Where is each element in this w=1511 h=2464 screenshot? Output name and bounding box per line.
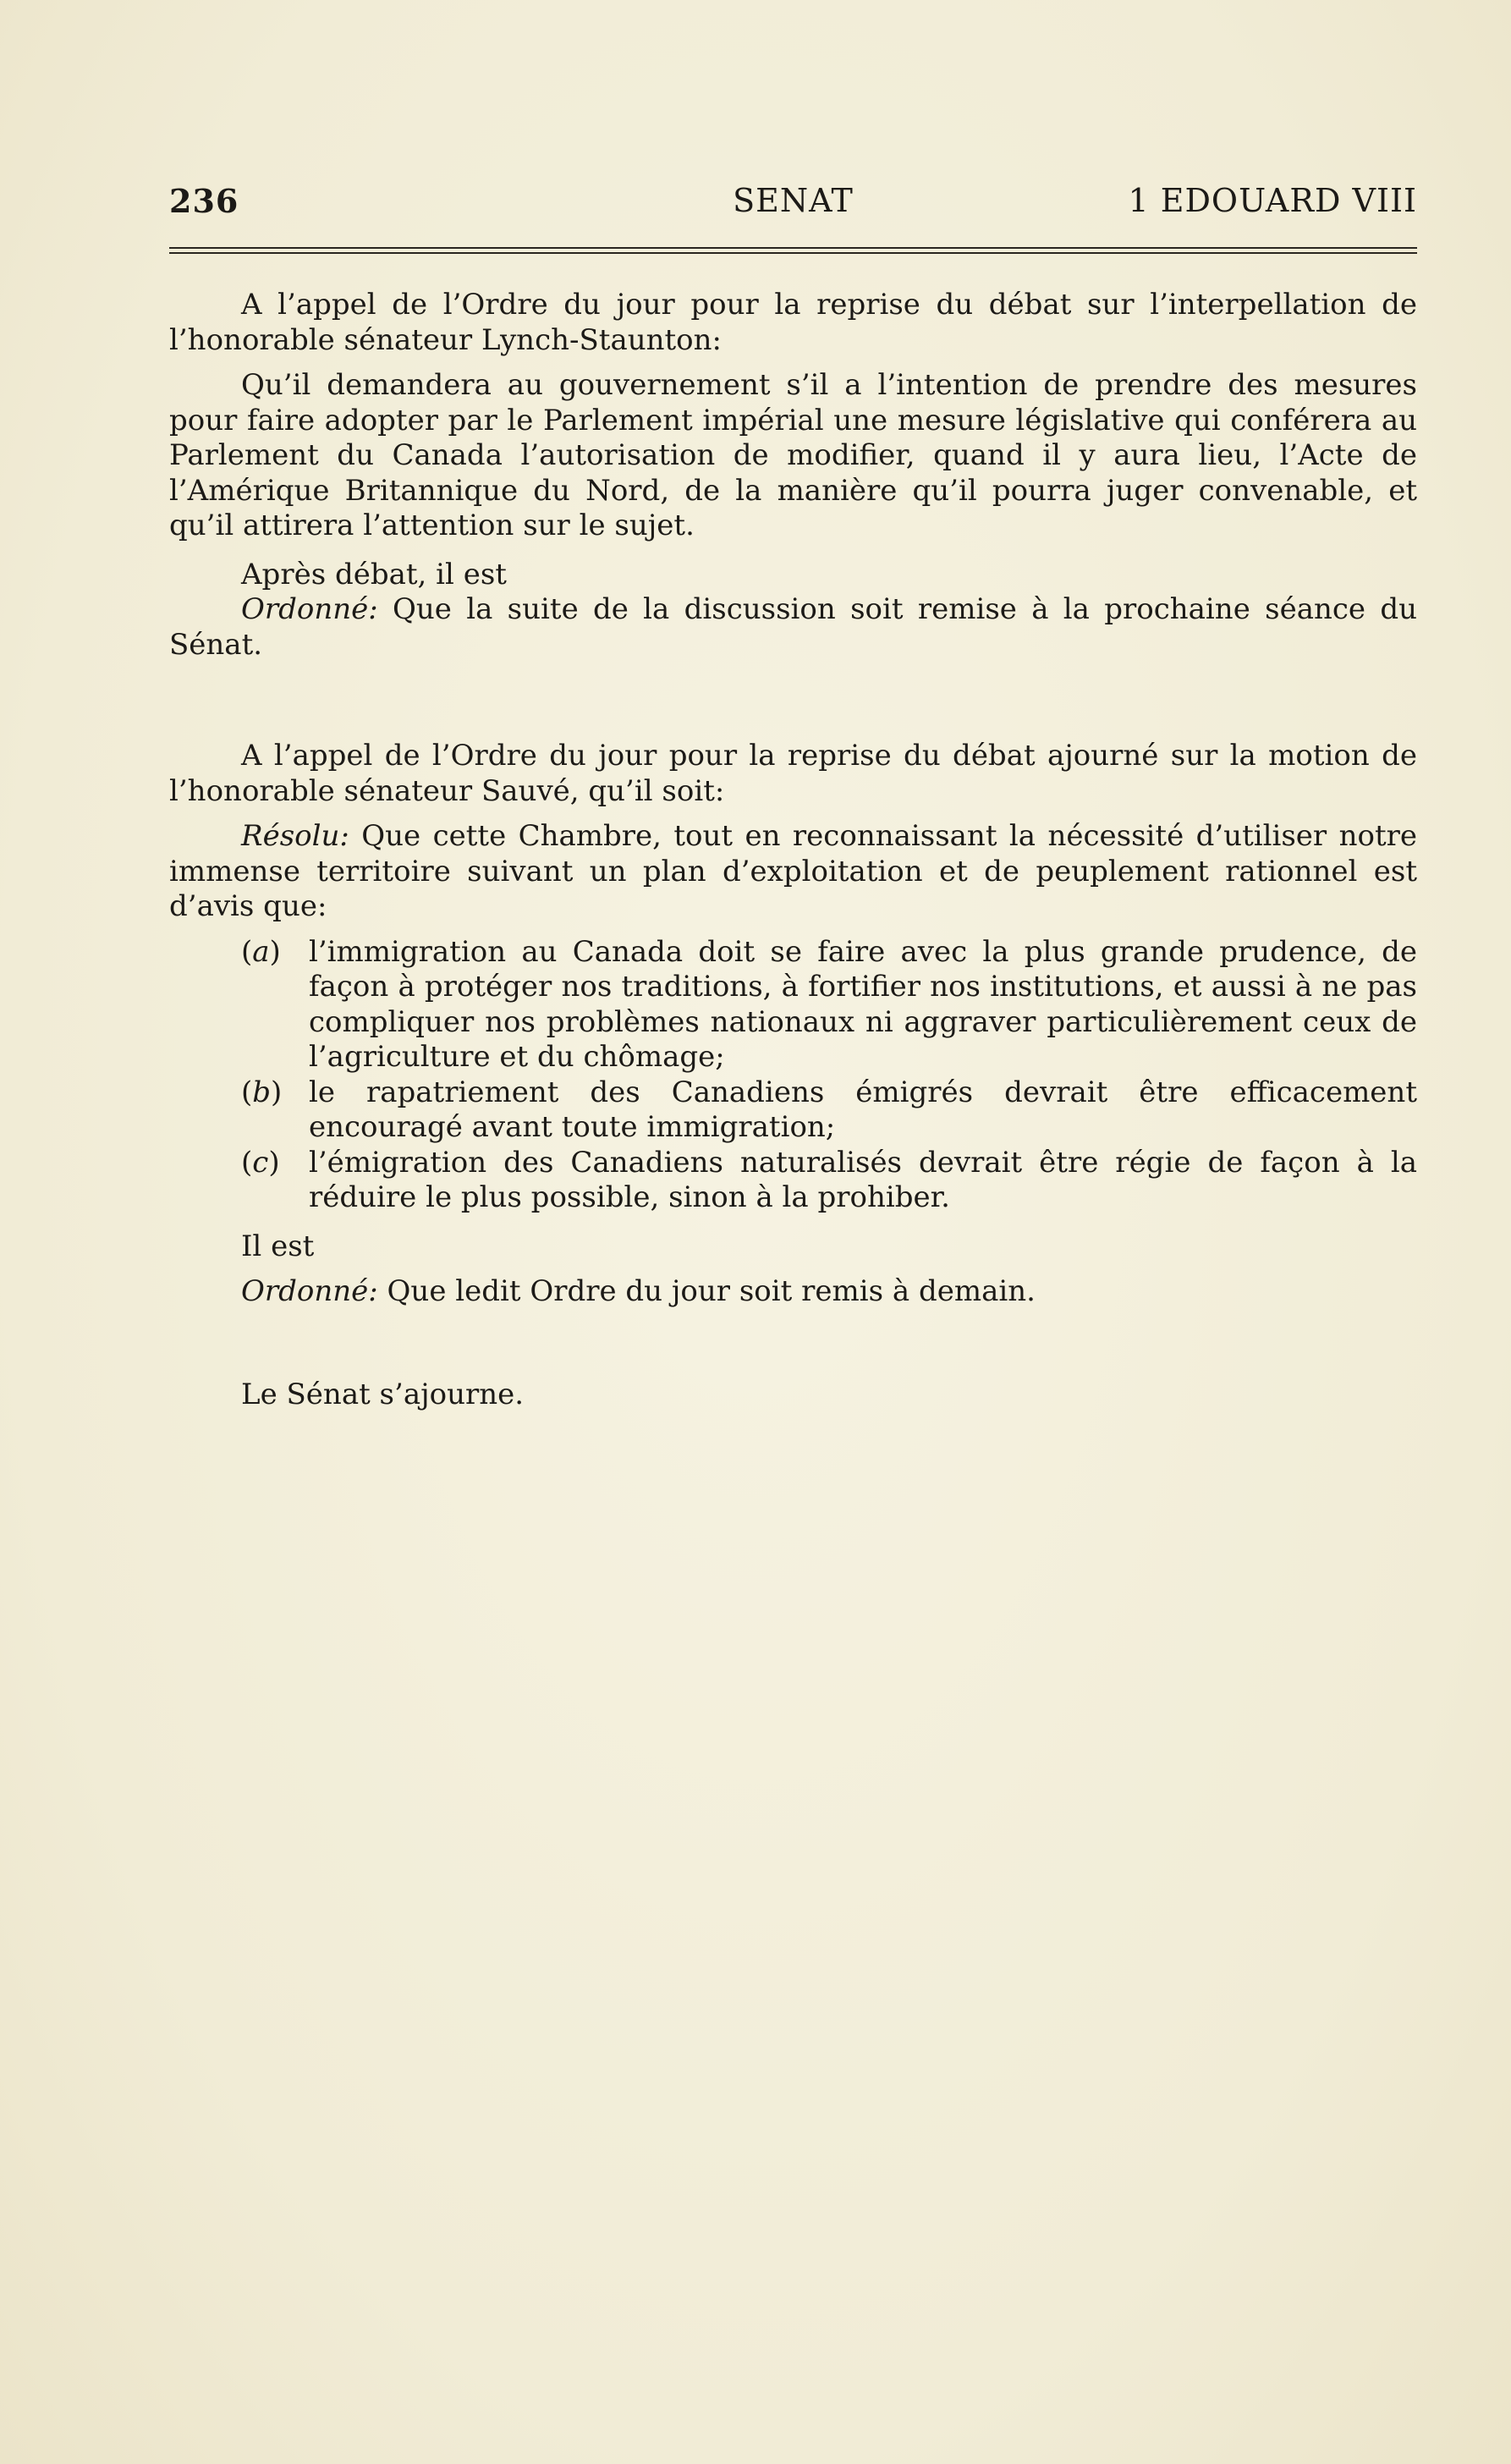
item-text: l’immigration au Canada doit se faire avec la plus grande prudence, de façon à protéger nos traditions, à fortifier nos institutions, et aussi à ne pas compliquer nos problèmes nationaux ni aggraver particulièrement ceux de l’agriculture et du chômage; (309, 934, 1417, 1074)
item-text: l’émigration des Canadiens naturalisés devrait être régie de façon à la réduire le plus possible, sinon à la prohiber. (309, 1145, 1417, 1214)
item-marker: (a) (241, 934, 281, 969)
page-number: 236 (169, 182, 239, 220)
closing-line: Le Sénat s’ajourne. (241, 1377, 525, 1411)
list-item (169, 1146, 1417, 1216)
section1-order (169, 592, 1417, 663)
item-marker: (c) (241, 1145, 280, 1180)
page-body (169, 288, 1417, 1412)
resolved-text: Que cette Chambre, tout en reconnaissant la nécessité d’utiliser notre immense territoire suivant un plan d’exploitation et de peuplement rationnel est d’avis que: (169, 819, 1417, 923)
ordered-text: Que ledit Ordre du jour soit remis à demain. (377, 1274, 1036, 1308)
section1-after-debate: Après débat, il est (241, 557, 507, 591)
header-rule-top (169, 247, 1417, 249)
list-item (169, 935, 1417, 1075)
section1-intro: A l’appel de l’Ordre du jour pour la reprise du débat sur l’interpellation de l’honorable sénateur Lynch-Staunton: (169, 288, 1417, 357)
header-reign: 1 EDOUARD VIII (1128, 182, 1417, 219)
ordered-text: Que la suite de la discussion soit remise à la prochaine séance du Sénat. (169, 592, 1417, 662)
header-rule-bottom (169, 252, 1417, 254)
ordered-label: Ordonné: (241, 1274, 378, 1308)
section1-motion: Qu’il demandera au gouvernement s’il a l’intention de prendre des mesures pour faire adopter par le Parlement impérial une mesure législative qui conférera au Parlement du Canada l’autorisation de modifier, quand il y aura lieu, l’Acte de l’Amérique Britannique du Nord, de la manière qu’il pourra juger convenable, et qu’il attirera l’attention sur le sujet. (169, 368, 1417, 542)
section2-order (169, 1274, 1417, 1310)
list-item (169, 1075, 1417, 1146)
resolution-items (169, 935, 1417, 1216)
header-title: SENAT (733, 182, 854, 219)
section2-intro: A l’appel de l’Ordre du jour pour la reprise du débat ajourné sur la motion de l’honorable sénateur Sauvé, qu’il soit: (169, 739, 1417, 808)
ordered-label: Ordonné: (241, 592, 378, 626)
item-text: le rapatriement des Canadiens émigrés devrait être efficacement encouragé avant toute immigration; (309, 1075, 1417, 1144)
resolved-label: Résolu: (241, 819, 349, 853)
section2-resolution (169, 819, 1417, 925)
section2-il-est: Il est (241, 1229, 315, 1263)
item-marker: (b) (241, 1075, 283, 1109)
page-header (169, 182, 1417, 226)
